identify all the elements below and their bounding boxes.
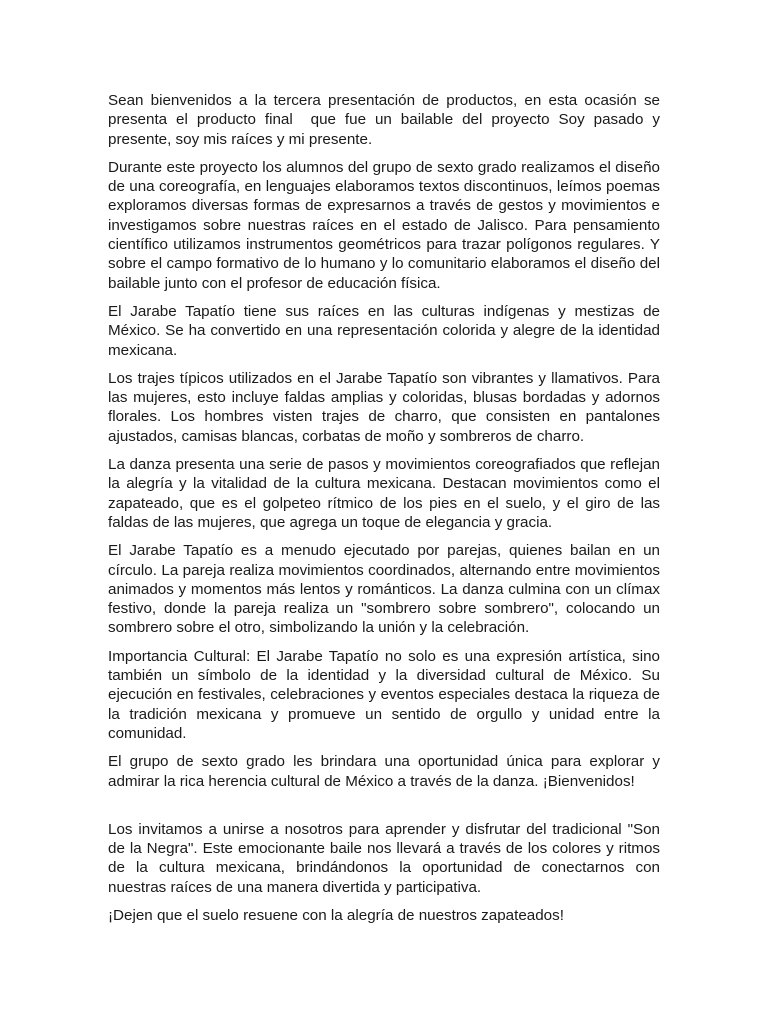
- paragraph-closing: ¡Dejen que el suelo resuene con la alegría de nuestros zapateados!: [108, 906, 564, 924]
- paragraph-invitation: Los invitamos a unirse a nosotros para aprender y disfrutar del tradicional "Son de la Negra". Este emocionante baile nos llevará a través de los colores y ritmos de la cultura mexicana, brindándonos la oportunidad de conectarnos con nuestras raíces de una manera divertida y participativa.: [108, 820, 665, 896]
- paragraph-cultural-importance: Importancia Cultural: El Jarabe Tapatío no solo es una expresión artística, sino también un símbolo de la identidad y la diversidad cultural de México. Su ejecución en festivales, celebraciones y eventos especiales destaca la riqueza de la tradición mexicana y promueve un sentido de orgullo y unidad entre la comunidad.: [108, 647, 665, 742]
- paragraph-project-description: Durante este proyecto los alumnos del grupo de sexto grado realizamos el diseño de una coreografía, en lenguajes elaboramos textos discontinuos, leímos poemas exploramos diversas formas de expresarnos a través de gestos y movimientos e investigamos sobre nuestras raíces en el estado de Jalisco. Para pensamiento científico utilizamos instrumentos geométricos para trazar polígonos regulares. Y sobre el campo formativo de lo humano y lo comunitario elaboramos el diseño del bailable junto con el profesor de educación física.: [108, 158, 665, 292]
- paragraph-costumes: Los trajes típicos utilizados en el Jarabe Tapatío son vibrantes y llamativos. Para las mujeres, esto incluye faldas amplias y coloridas, blusas bordadas y adornos florales. Los hombres visten trajes de charro, que consisten en pantalones ajustados, camisas blancas, corbatas de moño y sombreros de charro.: [108, 369, 665, 445]
- paragraph-sixth-grade: El grupo de sexto grado les brindara una oportunidad única para explorar y admirar la rica herencia cultural de México a través de la danza. ¡Bienvenidos!: [108, 753, 665, 790]
- paragraph-dance-steps: La danza presenta una serie de pasos y movimientos coreografiados que reflejan la alegría y la vitalidad de la cultura mexicana. Destacan movimientos como el zapateado, que es el golpeteo rítmico de los pies en el suelo, y el giro de las faldas de las mujeres, que agrega un toque de elegancia y gracia.: [108, 456, 665, 531]
- paragraph-origins: El Jarabe Tapatío tiene sus raíces en las culturas indígenas y mestizas de México. Se ha convertido en una representación colorida y alegre de la identidad mexicana.: [108, 302, 665, 359]
- paragraph-welcome: Sean bienvenidos a la tercera presentación de productos, en esta ocasión se presenta el producto final que fue un bailable del proyecto Soy pasado y presente, soy mis raíces y mi presente.: [108, 92, 665, 148]
- paragraph-couples: El Jarabe Tapatío es a menudo ejecutado por parejas, quienes bailan en un círculo. La pareja realiza movimientos coordinados, alternando entre movimientos animados y momentos más lentos y románticos. La danza culmina con un clímax festivo, donde la pareja realiza un "sombrero sobre sombrero", colocando un sombrero sobre el otro, simbolizando la unión y la celebración.: [108, 542, 665, 637]
- document-body: [108, 91, 665, 934]
